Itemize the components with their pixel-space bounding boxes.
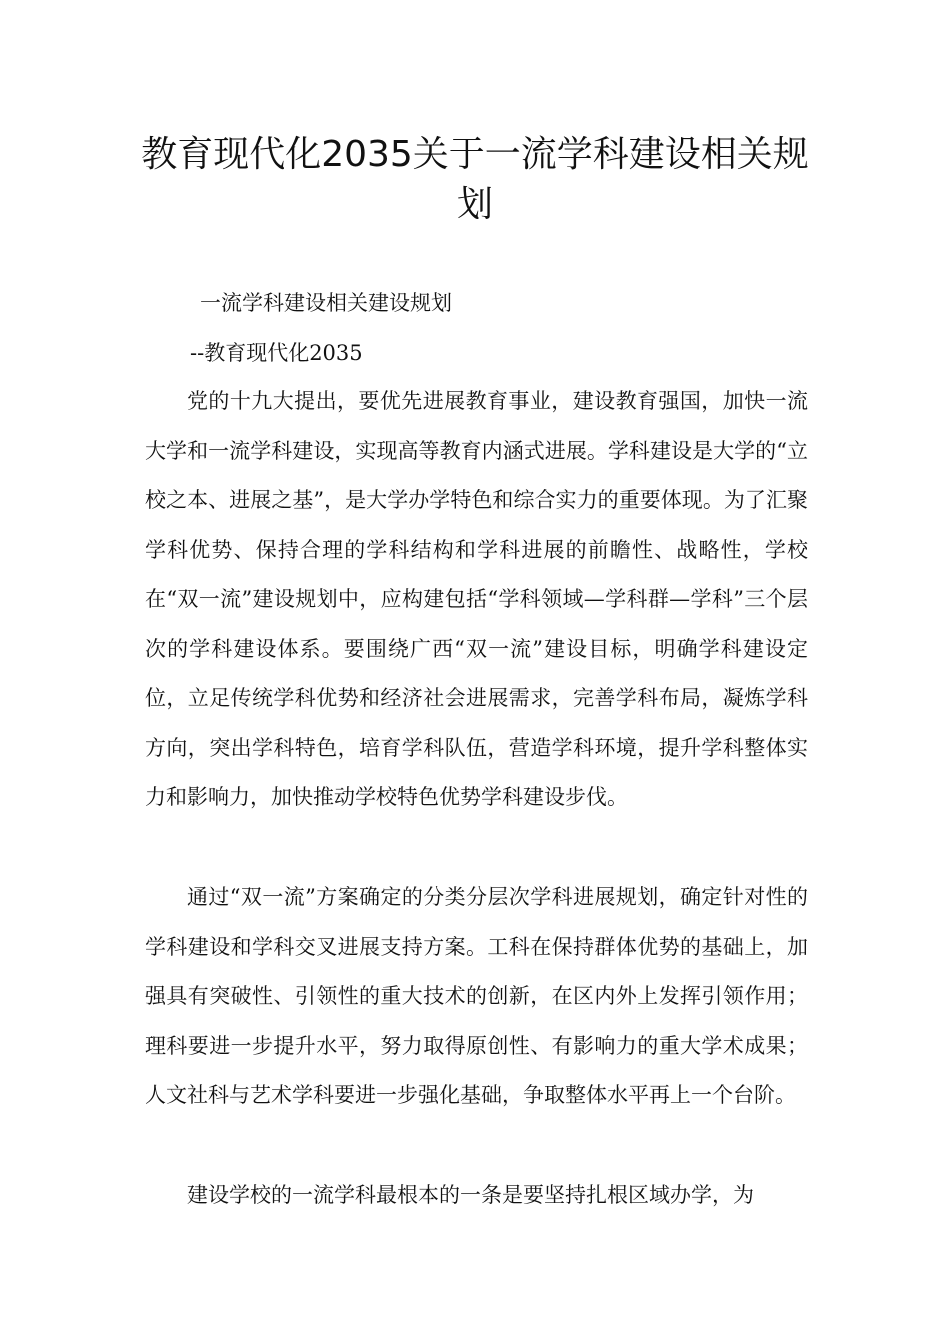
document-title: 教育现代化2035关于一流学科建设相关规划 [141,134,809,225]
paragraph-3: 建设学校的一流学科最根本的一条是要坚持扎根区域办学，为 [187,1183,754,1207]
paragraph-1: 党的十九大提出，要优先进展教育事业，建设教育强国，加快一流大学和一流学科建设，实现高等教育内涵式进展。学科建设是大学的“立校之本、进展之基”，是大学办学特色和综合实力的重要体现。为了汇聚学科优势、保持合理的学科结构和学科进展的前瞻性、战略性，学校在“双一流”建设规划中，应构建包括“学科领域—学科群—学科”三个层次的学科建设体系。要围绕广西“双一流”建设目标，明确学科建设定位，立足传统学科优势和经济社会进展需求，完善学科布局，凝炼学科方向，突出学科特色，培育学科队伍，营造学科环境，提升学科整体实力和影响力，加快推动学校特色优势学科建设步伐。 [145,389,808,809]
paragraph-2: 通过“双一流”方案确定的分类分层次学科进展规划，确定针对性的学科建设和学科交叉进展支持方案。工科在保持群体优势的基础上，加强具有突破性、引领性的重大技术的创新，在区内外上发挥引领作用；理科要进一步提升水平，努力取得原创性、有影响力的重大学术成果；人文社科与艺术学科要进一步强化基础，争取整体水平再上一个台阶。 [145,885,808,1107]
document-subtitle-source: --教育现代化2035 [190,341,363,365]
document-subtitle: 一流学科建设相关建设规划 [200,291,452,315]
